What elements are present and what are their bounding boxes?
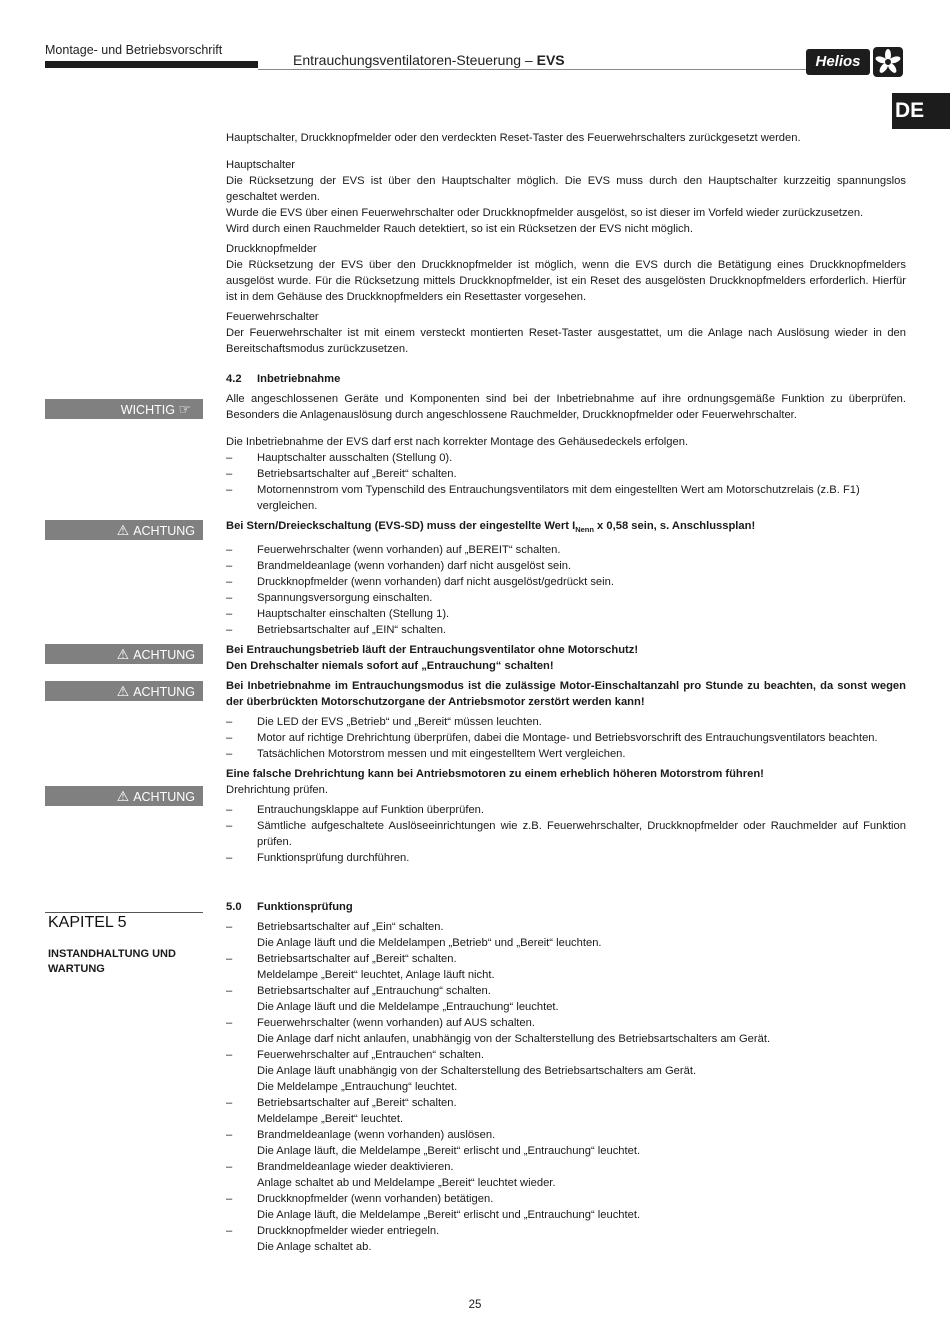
list-item-action: – Feuerwehrschalter auf „Entrauchen“ schalten. [226,1047,906,1063]
list-item-result: Die Anlage läuft und die Meldelampen „Betrieb“ und „Bereit“ leuchten. [257,937,602,950]
achtung-label: ACHTUNG [133,648,195,662]
list-item-action: – Feuerwehrschalter (wenn vorhanden) auf AUS schalten. [226,1015,906,1031]
list-item: – Tatsächlichen Motorstrom messen und mit eingestelltem Wert vergleichen. [226,746,906,762]
achtung-badge [45,681,203,701]
document-type-title: Montage- und Betriebsvorschrift [45,43,223,57]
intro-paragraph: Hauptschalter, Druckknopfmelder oder den verdeckten Reset-Taster des Feuerwehrschalters zurückgesetzt werden. [226,132,801,144]
list-item: – Betriebsartschalter auf „EIN“ schalten. [226,622,906,638]
logo-wordmark: Helios [806,49,870,75]
paragraph: Die Rücksetzung der EVS über den Druckknopfmelder ist möglich, wenn die EVS durch die Betätigung eines Druckknopfmelders ausgelöst wurde. Für die Rücksetzung mittels Druckknopfmelder, ist ein Reset des ausgelösten Druckknopfmelders erforderlich. Hierfür ist in dem Gehäuse des Druckknopfmelders ein Resettaster vorgesehen. [226,259,906,303]
list-item-result: Die Meldelampe „Entrauchung“ leuchtet. [257,1081,458,1094]
list-item [226,951,906,983]
list-item [226,1159,906,1191]
list-item-action: – Betriebsartschalter auf „Entrauchung“ schalten. [226,983,906,999]
list-item: – Druckknopfmelder (wenn vorhanden) darf nicht ausgelöst/gedrückt sein. [226,574,906,590]
list-item-result: Meldelampe „Bereit“ leuchtet. [257,1113,404,1126]
product-title [293,52,565,68]
step-list [226,802,906,866]
section-number: 4.2 [226,373,242,385]
list-item-action: – Brandmeldeanlage (wenn vorhanden) auslösen. [226,1127,906,1143]
list-item [226,1047,906,1095]
paragraph: Der Feuerwehrschalter ist mit einem versteckt montierten Reset-Taster ausgestattet, um die Anlage nach Auslösung wieder in den Bereitschaftsmodus zurückzusetzen. [226,327,906,355]
warning-icon: ⚠ [116,646,130,662]
list-item-action: – Druckknopfmelder (wenn vorhanden) betätigen. [226,1191,906,1207]
step-list [226,714,906,762]
list-item-result: Die Anlage läuft, die Meldelampe „Bereit“ erlischt und „Entrauchung“ leuchtet. [257,1209,641,1222]
list-item: – Die LED der EVS „Betrieb“ und „Bereit“ müssen leuchten. [226,714,906,730]
list-item-result: Anlage schaltet ab und Meldelampe „Bereit“ leuchtet wieder. [257,1177,556,1190]
product-title-text: Entrauchungsventilatoren-Steuerung – [293,52,537,68]
subheading-hauptschalter: Hauptschalter [226,159,296,171]
list-item [226,1223,906,1255]
function-test-list [226,919,906,1255]
list-item: – Spannungsversorgung einschalten. [226,590,906,606]
chapter-subtitle: INSTANDHALTUNG UND WARTUNG [48,948,176,975]
list-item: – Funktionsprüfung durchführen. [226,850,906,866]
warning-text: Bei Inbetriebnahme im Entrauchungsmodus ist die zulässige Motor-Einschaltanzahl pro Stunde zu beachten, da sonst wegen der überbrückten Motorschutzorgane der Antriebsmotor zerstört werden kann! [226,680,906,709]
list-item [226,1127,906,1159]
achtung-badge [45,786,203,806]
list-item [226,1015,906,1047]
page-number: 25 [468,1299,482,1311]
main-content [226,130,906,1255]
achtung-badge [45,644,203,664]
achtung-badge [45,520,203,540]
list-item-result: Die Anlage läuft unabhängig von der Schalterstellung des Betriebsartschalters am Gerät. [257,1065,697,1078]
warning-text: Den Drehschalter niemals sofort auf „Entrauchung“ schalten! [226,660,554,673]
language-tab: DE [892,93,950,129]
section-number: 5.0 [226,901,242,914]
list-item: – Sämtliche aufgeschaltete Auslöseeinrichtungen wie z.B. Feuerwehrschalter, Druckknopfmelder oder Rauchmelder auf Funktion prüfen. [226,818,906,850]
list-item-action: – Druckknopfmelder wieder entriegeln. [226,1223,906,1239]
warning-icon: ⚠ [116,788,130,804]
section-title: Inbetriebnahme [257,373,341,385]
section-heading-4-2 [226,371,906,387]
list-item-result: Meldelampe „Bereit“ leuchtet, Anlage läuft nicht. [257,969,495,982]
list-item [226,919,906,951]
paragraph: Wurde die EVS über einen Feuerwehrschalter oder Druckknopfmelder ausgelöst, so ist dieser im Vorfeld wieder zurückzusetzen. [226,207,864,219]
subheading-druckknopfmelder: Druckknopfmelder [226,243,317,255]
warning-text-part: Bei Stern/Dreieckschaltung (EVS-SD) muss der eingestellte Wert I [226,520,576,532]
header-bar [45,61,258,68]
brand-logo [806,45,904,78]
list-item-result: Die Anlage darf nicht anlaufen, unabhängig von der Schalterstellung des Betriebsartschalters am Gerät. [257,1033,771,1046]
list-item-result: Die Anlage läuft, die Meldelampe „Bereit“ erlischt und „Entrauchung“ leuchtet. [257,1145,641,1158]
paragraph: Wird durch einen Rauchmelder Rauch detektiert, so ist ein Rücksetzen der EVS nicht möglich. [226,223,693,235]
warning-text: Bei Entrauchungsbetrieb läuft der Entrauchungsventilator ohne Motorschutz! [226,644,639,657]
section-heading-5-0 [226,899,906,915]
subscript: Nenn [575,525,594,535]
chapter-rule [45,912,203,913]
chapter-title: KAPITEL 5 [48,914,127,931]
fan-icon [873,47,903,77]
step-list [226,450,906,514]
paragraph: Drehrichtung prüfen. [226,784,328,797]
section-title: Funktionsprüfung [257,901,353,914]
achtung-label: ACHTUNG [133,790,195,804]
warning-text [226,518,906,538]
product-title-bold: EVS [536,52,565,68]
list-item-action: – Brandmeldeanlage wieder deaktivieren. [226,1159,906,1175]
list-item [226,983,906,1015]
list-item [226,1191,906,1223]
achtung-label: ACHTUNG [133,685,195,699]
warning-icon: ⚠ [116,683,130,699]
list-item: – Motornennstrom vom Typenschild des Entrauchungsventilators mit dem eingestellten Wert am Motorschutzrelais (z.B. F1) vergleichen. [226,482,906,514]
list-item: – Entrauchungsklappe auf Funktion überprüfen. [226,802,906,818]
list-item: – Hauptschalter ausschalten (Stellung 0). [226,450,906,466]
paragraph: Alle angeschlossenen Geräte und Komponenten sind bei der Inbetriebnahme auf ihre ordnungsgemäße Funktion zu überprüfen. Besonders die Anlagenauslösung durch angeschlossene Rauchmelder, Druckknopfmelder oder Feuerwehrschalter. [226,393,906,421]
header-rule [258,69,808,70]
achtung-label: ACHTUNG [133,524,195,538]
list-item-result: Die Anlage schaltet ab. [257,1241,372,1254]
list-item: – Motor auf richtige Drehrichtung überprüfen, dabei die Montage- und Betriebsvorschrift des Entrauchungsventilators beachten. [226,730,906,746]
pointing-hand-icon: ☞ [178,401,191,417]
subheading-feuerwehrschalter: Feuerwehrschalter [226,311,319,323]
list-item: – Brandmeldeanlage (wenn vorhanden) darf nicht ausgelöst sein. [226,558,906,574]
paragraph: Die Inbetriebnahme der EVS darf erst nach korrekter Montage des Gehäusedeckels erfolgen. [226,436,689,448]
list-item-action: – Betriebsartschalter auf „Ein“ schalten. [226,919,906,935]
wichtig-badge [45,399,203,419]
list-item [226,1095,906,1127]
list-item-result: Die Anlage läuft und die Meldelampe „Entrauchung“ leuchtet. [257,1001,559,1014]
paragraph: Die Rücksetzung der EVS ist über den Hauptschalter möglich. Die EVS muss durch den Hauptschalter kurzzeitig spannungslos geschaltet werden. [226,175,906,203]
list-item-action: – Betriebsartschalter auf „Bereit“ schalten. [226,1095,906,1111]
warning-icon: ⚠ [116,522,130,538]
list-item: – Hauptschalter einschalten (Stellung 1). [226,606,906,622]
warning-text-part: x 0,58 sein, s. Anschlussplan! [593,520,756,532]
wichtig-label: WICHTIG [120,403,175,417]
list-item: – Betriebsartschalter auf „Bereit“ schalten. [226,466,906,482]
list-item-action: – Betriebsartschalter auf „Bereit“ schalten. [226,951,906,967]
step-list [226,542,906,638]
warning-text: Eine falsche Drehrichtung kann bei Antriebsmotoren zu einem erheblich höheren Motorstrom führen! [226,768,764,781]
list-item: – Feuerwehrschalter (wenn vorhanden) auf „BEREIT“ schalten. [226,542,906,558]
